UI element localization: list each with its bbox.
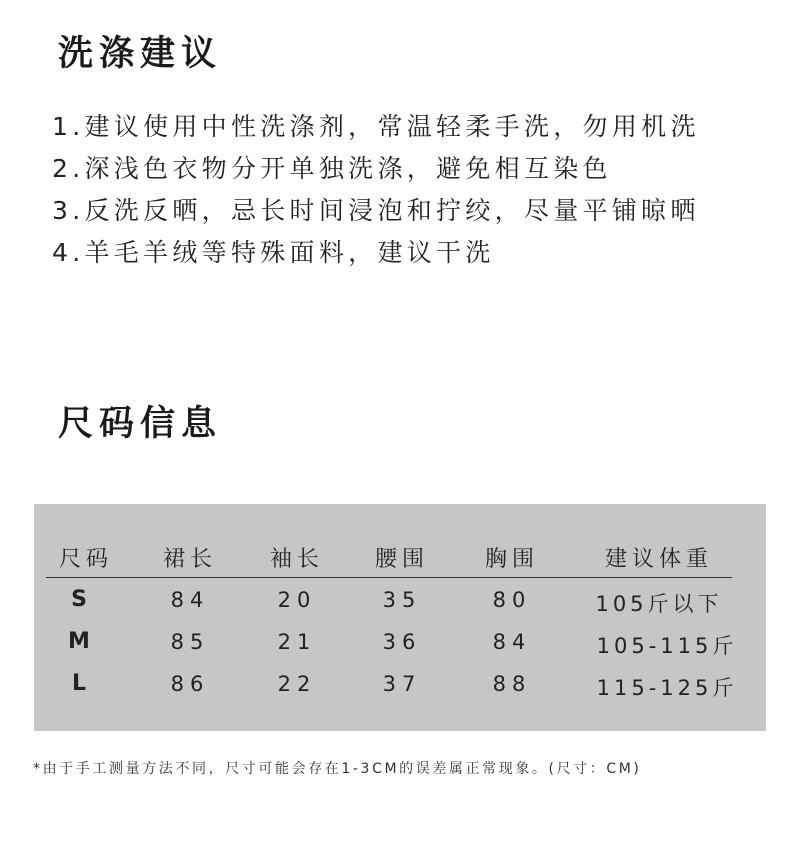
table-cell-sleeve: 20	[277, 588, 317, 612]
table-cell-waist: 35	[382, 588, 422, 612]
table-cell-weight: 115-125斤	[596, 676, 738, 700]
table-cell-waist: 37	[382, 672, 422, 696]
wash-instructions-list	[52, 106, 700, 274]
table-header-sleeve: 袖长	[269, 547, 324, 572]
table-cell-bust: 80	[492, 588, 532, 612]
size-table	[34, 504, 766, 731]
table-cell-sleeve: 22	[277, 672, 317, 696]
wash-instruction-item: 1.建议使用中性洗涤剂，常温轻柔手洗，勿用机洗	[52, 112, 700, 141]
table-header-size: 尺码	[58, 547, 113, 572]
table-cell-length: 84	[170, 588, 210, 612]
header-divider	[46, 577, 732, 578]
table-cell-bust: 84	[492, 630, 532, 654]
table-cell-size: M	[68, 629, 90, 654]
table-cell-sleeve: 21	[277, 630, 317, 654]
table-cell-weight: 105-115斤	[596, 634, 738, 658]
wash-instruction-item: 3.反洗反晒，忌长时间浸泡和拧绞，尽量平铺晾晒	[52, 196, 700, 225]
table-header-length: 裙长	[162, 547, 217, 572]
table-cell-length: 86	[170, 672, 210, 696]
table-cell-length: 85	[170, 630, 210, 654]
size-section-title: 尺码信息	[58, 404, 223, 445]
table-header-weight: 建议体重	[604, 547, 713, 572]
wash-instruction-item: 2.深浅色衣物分开单独洗涤，避免相互染色	[52, 154, 612, 183]
table-cell-size: L	[71, 671, 87, 696]
wash-section-title: 洗涤建议	[58, 34, 223, 75]
table-cell-size: S	[71, 587, 87, 612]
wash-instruction-item: 4.羊毛羊绒等特殊面料，建议干洗	[52, 238, 495, 267]
table-cell-bust: 88	[492, 672, 532, 696]
table-cell-weight: 105斤以下	[595, 592, 723, 616]
table-cell-waist: 36	[382, 630, 422, 654]
measurement-footnote: *由于手工测量方法不同，尺寸可能会存在1-3CM的误差属正常现象。(尺寸：CM)	[33, 761, 642, 777]
table-header-bust: 胸围	[484, 547, 539, 572]
table-header-waist: 腰围	[374, 547, 429, 572]
